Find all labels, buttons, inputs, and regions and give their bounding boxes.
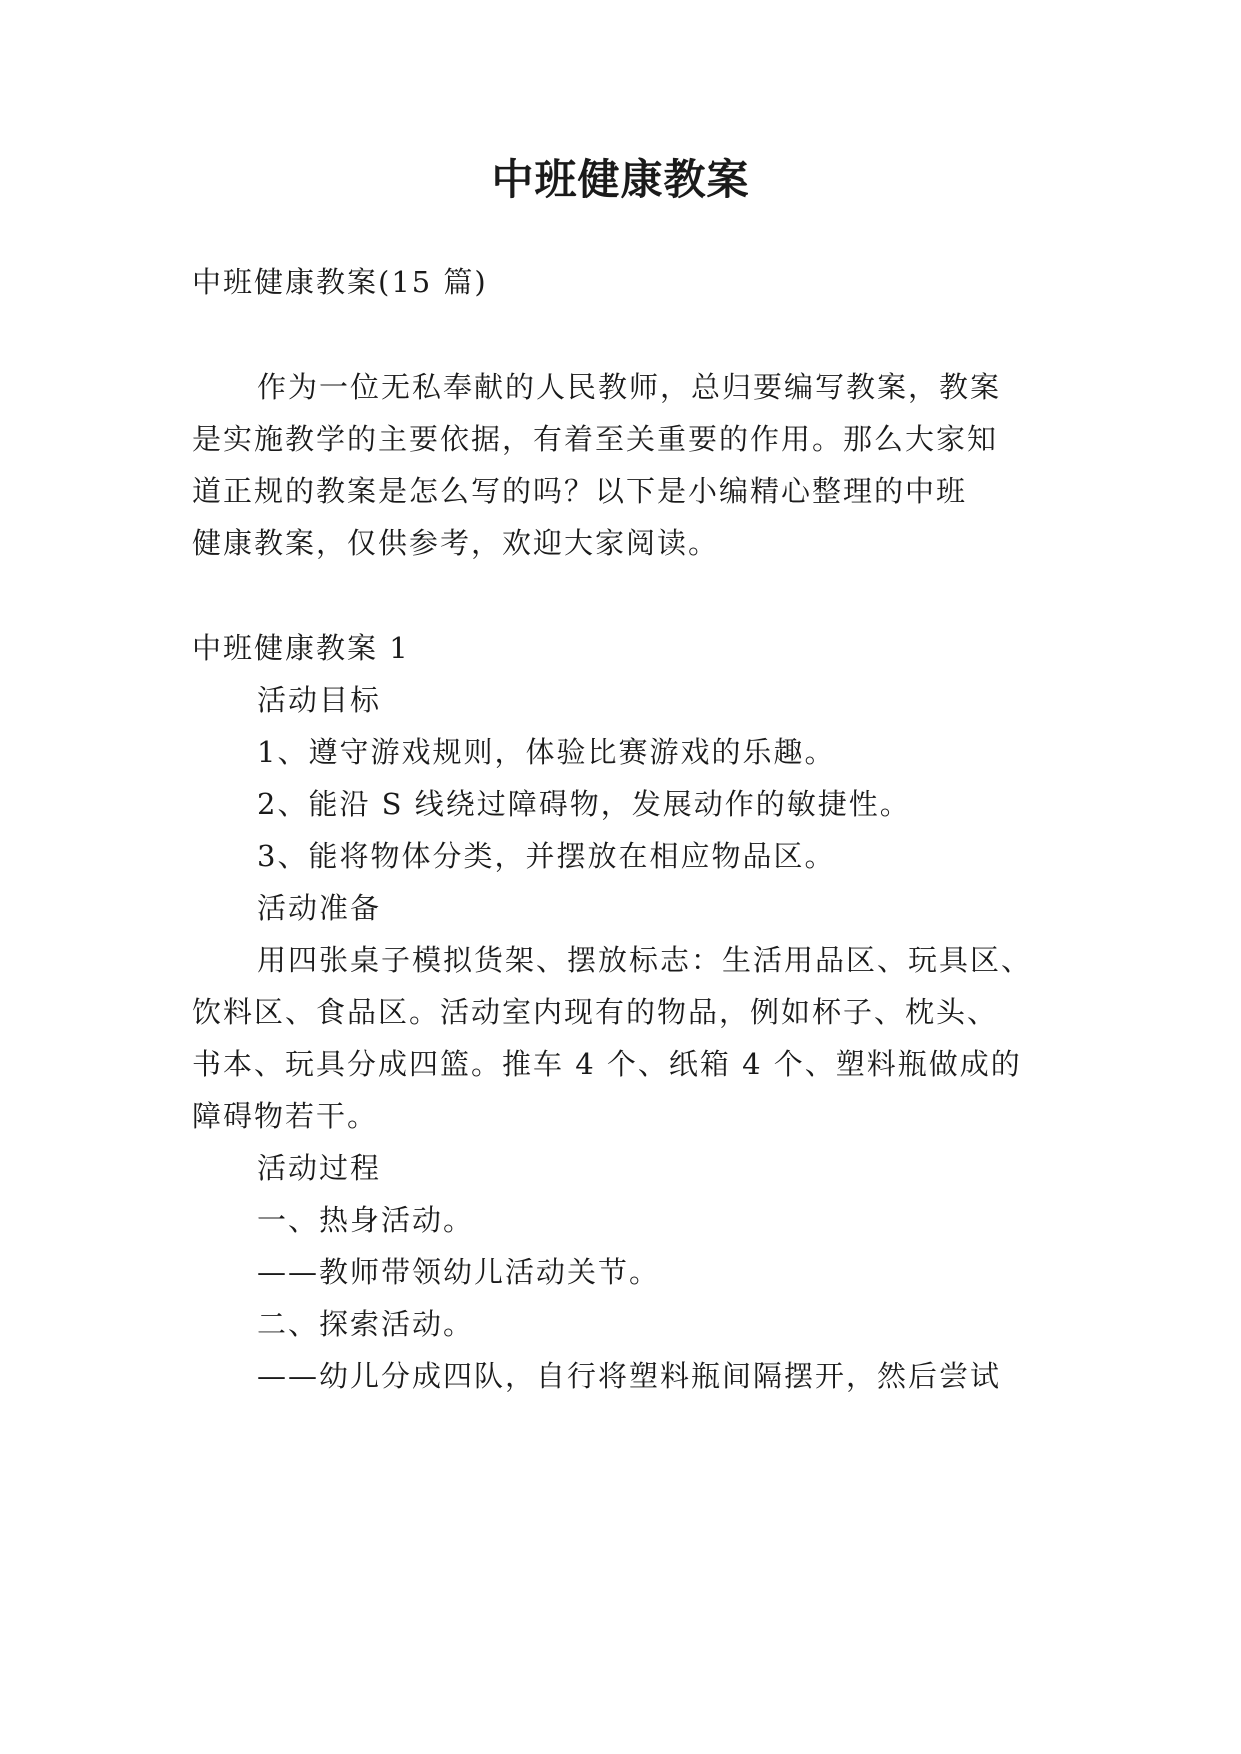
goals-heading: 活动目标 bbox=[257, 683, 382, 717]
process-line: 二、探索活动。 bbox=[257, 1307, 475, 1341]
prep-line: 障碍物若干。 bbox=[192, 1099, 379, 1133]
document-subtitle: 中班健康教案(15 篇) bbox=[192, 265, 488, 299]
intro-line: 作为一位无私奉献的人民教师，总归要编写教案，教案 bbox=[257, 370, 1002, 404]
goal-item: 2、能沿 S 线绕过障碍物，发展动作的敏捷性。 bbox=[257, 787, 911, 821]
prep-line: 用四张桌子模拟货架、摆放标志：生活用品区、玩具区、 bbox=[257, 943, 1033, 977]
intro-line: 是实施教学的主要依据，有着至关重要的作用。那么大家知 bbox=[192, 422, 999, 456]
prep-line: 饮料区、食品区。活动室内现有的物品，例如杯子、枕头、 bbox=[192, 995, 999, 1029]
goal-item: 1、遵守游戏规则，体验比赛游戏的乐趣。 bbox=[257, 735, 836, 769]
section-heading: 中班健康教案 1 bbox=[192, 631, 410, 665]
document-title: 中班健康教案 bbox=[491, 155, 750, 204]
intro-line: 健康教案，仅供参考，欢迎大家阅读。 bbox=[192, 526, 720, 560]
process-line: 一、热身活动。 bbox=[257, 1203, 475, 1237]
prep-line: 书本、玩具分成四篮。推车 4 个、纸箱 4 个、塑料瓶做成的 bbox=[192, 1047, 1022, 1081]
process-heading: 活动过程 bbox=[257, 1151, 382, 1185]
prep-heading: 活动准备 bbox=[257, 891, 382, 925]
process-line: ——幼儿分成四队，自行将塑料瓶间隔摆开，然后尝试 bbox=[257, 1359, 1002, 1393]
process-line: ——教师带领幼儿活动关节。 bbox=[257, 1255, 661, 1289]
intro-line: 道正规的教案是怎么写的吗？以下是小编精心整理的中班 bbox=[192, 474, 968, 508]
goal-item: 3、能将物体分类，并摆放在相应物品区。 bbox=[257, 839, 836, 873]
